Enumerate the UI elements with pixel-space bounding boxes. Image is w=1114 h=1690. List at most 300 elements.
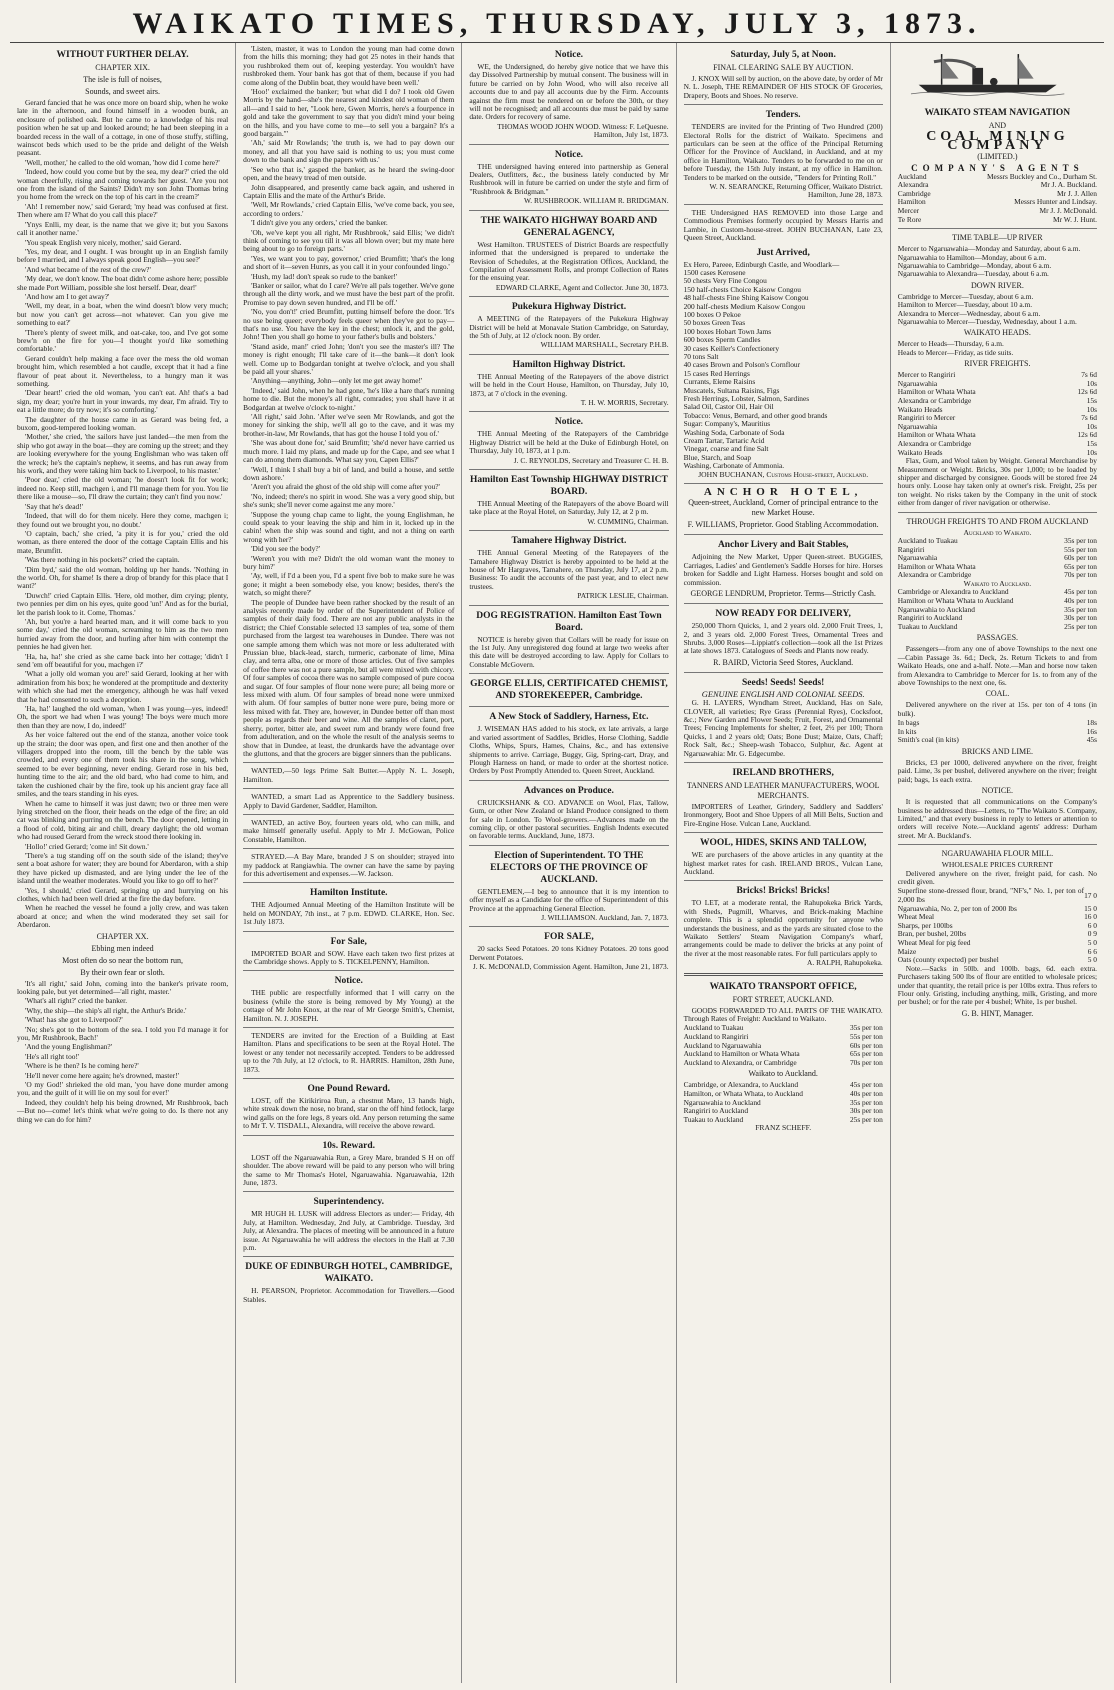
notice-heading: NOTICE.	[981, 786, 1014, 796]
through-rate-value: 60s per ton	[1064, 553, 1097, 563]
auction-title: FINAL CLEARING SALE BY AUCTION.	[713, 63, 854, 72]
notice-signature: WILLIAM MARSHALL, Secretary P.H.B.	[540, 340, 669, 350]
notice-signature: J. WILLIAMSON. Auckland, Jan. 7, 1873.	[541, 912, 669, 922]
river-freight-label: Waikato Heads	[897, 447, 943, 457]
livery-heading: Anchor Livery and Bait Stables,	[717, 540, 849, 551]
river-freight-value: 12s 6d	[1077, 430, 1097, 440]
divider	[684, 672, 883, 673]
bricks-sig: A. RALPH, Rahupokeka.	[807, 958, 883, 968]
ad-text: WANTED,—50 legs Prime Salt Butter.—Apply N. L. Joseph, Hamilton.	[243, 766, 455, 784]
story-paragraph: 'Hollo!' cried Gerard; 'come in! Sit down.'	[25, 841, 149, 851]
transport-rate-value: 25s per ton	[849, 1114, 883, 1124]
story-paragraph: When he came to himself it was just dawn; two or three men were lying stretched on the floor, their heads on the edge of the fire; an old cat was blinking and purring on the bench. The door opened, letting in a flood of cold, biting air and chill, dreary daylight; the old woman who had roused Gerard from the wreck stood there looking in.	[17, 798, 229, 842]
timetable-item: Mercer to Ngaruawahia—Monday and Saturday, about 6 a.m.	[897, 244, 1081, 254]
transport-rate-label: Hamilton, or Whata Whata, to Auckland	[683, 1089, 803, 1099]
arrived-item: Washing, Carbonate of Ammonia.	[683, 461, 785, 471]
story-paragraph: 'Was there nothing in his pockets?' cried the captain.	[25, 555, 180, 565]
arrived-item: Washing Soda, Carbonate of Soda	[683, 427, 785, 437]
ad-text: STRAYED.—A Bay Mare, branded J S on shoulder; strayed into my paddock at Rangiawhia. The owner can have the same by paying for this advertisement and expenses.—W. Jackson.	[243, 852, 455, 878]
story-paragraph: 'What a jolly old woman you are!' said Gerard, looking at her with admiration from his box; he wondered at the promptitude and dexterity with which she had met the emergency, although he was half vexed that he had consented to such a deception.	[17, 669, 229, 704]
transport-subheading-2: Waikato to Auckland.	[748, 1069, 818, 1079]
ready-heading: NOW READY FOR DELIVERY,	[715, 609, 851, 620]
transport-rate-value: 60s per ton	[849, 1040, 883, 1050]
notice-heading: DOG REGISTRATION. Hamilton East Town Board.	[476, 610, 662, 633]
notice-heading: THE WAIKATO HIGHWAY BOARD AND GENERAL AGENCY,	[480, 215, 658, 238]
divider	[469, 845, 668, 846]
agent-value: Mr J. J. Allen	[1056, 188, 1097, 198]
divider	[898, 512, 1097, 513]
story-paragraph: 'Indeed, how could you come but by the sea, my dear?' cried the old woman cheerfully, rising and coming towards her guest. 'Are you not one from the island of the Saints? Didn't my son John Thomas bring you home from the wreck on the top of his cart in the cream?'	[17, 167, 229, 202]
notice-signature: W. RUSHBROOK. WILLIAM R. BRIDGMAN.	[524, 196, 669, 206]
anchor-hotel-text: Queen-street, Auckland, Corner of principal entrance to the new Market House.	[688, 498, 879, 518]
divider	[684, 104, 883, 105]
story-paragraph: 'Well, my dear, in a boat, when the wind doesn't blow very much; but now you can't get across—not whatever. Can you give me something to eat?'	[17, 301, 229, 328]
arrived-item: Blue, Starch, and Soap	[683, 452, 752, 462]
story-paragraph: 'I didn't give you any orders,' cried the banker.	[251, 218, 388, 228]
bricks-heading: Bricks! Bricks! Bricks!	[736, 886, 830, 897]
anchor-hotel-sig: F. WILLIAMS, Proprietor. Good Stabling Accommodation.	[687, 520, 879, 530]
transport-rates-table-2	[684, 1081, 883, 1124]
flour-price-value: 0 9	[1087, 929, 1097, 939]
transport-rate-value: 70s per ton	[849, 1057, 883, 1067]
story-paragraph: 'You speak English very nicely, mother,' said Gerard.	[25, 237, 182, 247]
notice-signature: T. H. W. MORRIS, Secretary.	[580, 397, 669, 407]
transport-rate-label: Tuakau to Auckland	[683, 1114, 744, 1124]
story-paragraph: 'No, indeed; there's no spirit in wood. She was a very good ship, but she's sunk; she'll never come against me any more.'	[243, 491, 455, 510]
river-freight-value: 12s 6d	[1077, 387, 1097, 397]
transport-text: GOODS FORWARDED TO ALL PARTS OF THE WAIKATO. Through Rates of Freight: Auckland to Waikato.	[683, 1005, 883, 1024]
ad-text: THE Adjourned Annual Meeting of the Hamilton Institute will be held on MONDAY, 7th inst., at 7 p.m. EDWD. CLARKE, Hon. Sec. 1st July 1873.	[243, 900, 455, 927]
transport-rate-row	[684, 1059, 883, 1068]
divider	[684, 603, 883, 604]
story-paragraph: 'There's plenty of sweet milk, and oat-cake, too, and I've got some brew'n on the fire for you—I thought you'd like something comfortable.'	[17, 327, 229, 354]
divider	[684, 832, 883, 833]
divider	[469, 469, 668, 470]
divider	[469, 673, 668, 674]
notice-signature: J. C. REYNOLDS, Secretary and Treasurer C. H. B.	[513, 455, 669, 465]
through-rate-value: 30s per ton	[1064, 613, 1097, 623]
story-paragraph: 'Yes, I should,' cried Gerard, springing up and hurrying on his clothes, which had been well dried at the fire the day before.	[17, 885, 229, 903]
ready-text: 250,000 Thorn Quicks, 1, and 2 years old. 2,000 Fruit Trees, 1, 2, and 3 years old. 2,000 Forest Trees, Ornamental Trees and Shrubs. 3,000 Roses—Lippiatt's collection—took all the 1st Prizes at late shows 1873. Catalogues of Seeds and Plants now ready.	[683, 621, 883, 656]
buchanan-signature: JOHN BUCHANAN, Customs House-street, Auckland.	[698, 469, 869, 479]
story-paragraph: 'O captain, bach,' she cried, 'a pity it is for you,' cried the old woman, as there entered the door of the cottage Captain Ellis and his mate, Brumfitt.	[17, 528, 229, 555]
ireland-heading: IRELAND BROTHERS,	[732, 767, 834, 778]
through-rate-label: Tuakau to Auckland	[897, 621, 958, 631]
flour-price-value: 5 0	[1087, 938, 1097, 948]
seeds-subheading: GENUINE ENGLISH AND COLONIAL SEEDS.	[701, 689, 865, 699]
river-freight-value: 10s	[1086, 421, 1097, 431]
coal-prices-table	[898, 719, 1097, 745]
wool-text: WE are purchasers of the above articles in any quantity at the highest market rates for cash. IRELAND BROS., Vulcan Lane, Auckland.	[683, 850, 883, 876]
transport-subheading: FORT STREET, AUCKLAND.	[732, 994, 834, 1004]
divider	[684, 880, 883, 881]
divider	[243, 931, 454, 932]
chapter-heading: CHAPTER XIX.	[95, 63, 150, 72]
river-freight-value: 10s	[1086, 404, 1097, 414]
story-paragraph: 'Yes, we want you to pay, governor,' cried Brumfitt; 'that's the long and short of it—seven Hunrs, as you call it in your confounded lingo.'	[243, 253, 455, 272]
ready-sig: R. BAIRD, Victoria Seed Stores, Auckland.	[713, 657, 854, 667]
tenders-heading: Tenders.	[765, 110, 801, 121]
steamship-illustration	[898, 51, 1077, 97]
story-paragraph: 'And how am I to get away?'	[25, 291, 110, 301]
through-rate-label: Hamilton or Whata Whata	[897, 561, 976, 571]
agent-label: Cambridge	[897, 188, 931, 198]
verse-line: Most often do so near the bottom run,	[62, 955, 184, 965]
coal-price-value: 16s	[1086, 726, 1097, 736]
notice-text: THE Annual Meeting of the Ratepayers of the above Board will take place at the Royal Hotel, on Saturday, July 12, at 2 p m.	[469, 499, 669, 517]
through-rate-row	[898, 623, 1097, 632]
ad-heading: One Pound Reward.	[307, 1084, 391, 1095]
story-paragraph: 'Well, I think I shall buy a bit of land, and build a house, and settle down ashore.'	[243, 464, 455, 482]
flour-mill-heading: NGARUAWAHIA FLOUR MILL.	[941, 849, 1054, 859]
flour-price-value: 15 0	[1084, 903, 1097, 913]
river-freight-value: 7s 6d	[1081, 413, 1097, 423]
story-paragraph: As her voice faltered out the end of the stanza, another voice took up the strain; the door was open, and first one and then another of the villagers dropped into the room, till the bench by the table was crowded, and every one of them took his share in the song, which seemed to be ever beginning, never ending. Gerard rose in his bed, hunting time to the air; and the old bard, who had come to him, and taken the cushioned chair by the fire, took up his ancient gray face all smiles, and the tears standing in his eyes.	[17, 730, 229, 799]
through-subheading-2: Waikato to Auckland.	[963, 579, 1032, 588]
through-rate-label: Auckland to Tuakau	[897, 536, 958, 546]
story-paragraph: 'Poor dear,' cried the old woman; 'he doesn't look fit for work; indeed no. Keep still, machgen i, and I'll manage them for you. You lie there like a mouse—so, I'll draw the curtain; they can't find you now.'	[17, 475, 229, 502]
transport-rate-label: Auckland to Hamilton or Whata Whata	[683, 1049, 800, 1059]
through-rate-value: 35s per ton	[1064, 604, 1097, 614]
flour-price-label: Bran, per bushel, 20lbs	[897, 929, 967, 939]
story-paragraph: 'Hush, my lad! don't speak so rude to the banker!'	[251, 271, 398, 281]
story-paragraph: Gerard fancied that he was once more on board ship, when he woke late in the afternoon, and found himself in a wooden bunk, an enclosure of polished oak. But he came to a knowledge of his real position when he sat up and looked around; he had been sleeping in a boarded recess in the wall of a cottage, in one of those stuffy, stifling, wainscot beds which used to be the pride and delight of the Welsh peasant.	[17, 98, 229, 158]
column-4-commercial	[677, 43, 891, 1683]
through-rate-label: Cambridge or Alexandra to Auckland	[897, 587, 1009, 597]
notice-text: THE Annual Meeting of the Ratepayers of the above district will be held in the Court House, Hamilton, on Thursday, July 10, 1873, at 7 o'clock in the evening.	[469, 371, 669, 398]
river-freight-label: Alexandra or Cambridge	[897, 396, 972, 406]
divider	[243, 1027, 454, 1028]
timetable-list	[898, 245, 1097, 279]
arrived-item: Vinegar, coarse and fine Salt	[683, 444, 769, 454]
story-paragraph: 'Indeed, that will do for them nicely. Here they come, machgen i; they found out we brought you, no doubt.'	[17, 511, 229, 529]
arrived-item: 1500 cases Kerosene	[683, 267, 746, 277]
transport-rate-label: Auckland to Ngaruawahia	[683, 1040, 762, 1050]
coal-price-row	[898, 719, 1097, 728]
notice-heading: GEORGE ELLIS, CERTIFICATED CHEMIST, AND STOREKEEPER, Cambridge.	[470, 679, 668, 702]
ad-heading: For Sale,	[330, 936, 367, 947]
story-paragraph: 'Ah! I remember now,' said Gerard; 'my head was confused at first. Then where am I? What do you call this place?'	[17, 201, 229, 220]
transport-rate-value: 45s per ton	[849, 1080, 883, 1090]
story-paragraph: The people of Dundee have been rather shocked by the result of an analysis recently made by order of the Superintendent of Police of samples of their daily food. There are not any public analysts in the district; the Chief Constable selected 13 samples of tea, some of them purchased from the largest tea warehouses in Dundee. There was not one sample among them which was not more or less adulterated with Prussian blue, black-lead, starch, turmeric, carbonate of lime, Mina clay, and terra alba, one or more of those articles. Out of five samples of coffee there was not a pure sample, but all were mixed with chicory. Of four samples of cocoa there was no sample composed of pure cocoa and sugar. Of four samples of flour none were pure; all being more or less mixed with alum. Of four samples of bread none were unmixed with alum. Of four samples of butter none were pure, being more or less mixed with fat. They are, however, in Dundee better off than most people as regards their beer and wine. All the samples of claret, port, sherry, porter, bitter ale, and sweet rum and brandy were found free from adulteration, and on the whole the result of the analysis seems to show that in Dundee, at least, the drunkards have the advantage over the gluttons, and that the grocers are bigger sinners than the publicans.	[243, 597, 455, 758]
story-paragraph: 'Indeed,' said John, when he had gone, 'he's like a hare that's running home to die. But the money's all right, comrades; you shall have it at Bodgardan at twelve o'clock to-night.'	[243, 385, 455, 412]
transport-rates-table	[684, 1024, 883, 1067]
notice-text: THE Annual Meeting of the Ratepayers of the Cambridge Highway District will be held at the Duke of Edinburgh Hotel, on Thursday, July 10, 1873, at 1 p.m.	[469, 429, 669, 456]
passages-text: Passengers—from any one of above Townships to the next one—Cabin Passage 3s. 6d.; Deck, 2s. Return Tickets to and from Waikato Heads, one and a-half. Note.—Man and horse now taken from Alexandra to Cambridge to Mercer for 1s. to from any of the above Townships to the next one, 6s.	[897, 644, 1097, 687]
story-paragraph: When he reached the vessel he found a jolly crew, and was taken aboard at once; and when the wind moderated they set sail for Aberdaron.	[17, 903, 229, 930]
divider	[243, 848, 454, 849]
through-heading: THROUGH FREIGHTS TO AND FROM AUCKLAND	[906, 516, 1089, 526]
story-paragraph: 'It's all right,' said John, coming into the banker's private room, looking pale, but yet determined—'all right, master.'	[17, 978, 229, 996]
notice-heading: Pukekura Highway District.	[511, 302, 627, 313]
agent-value: Mr J. A. Buckland.	[1040, 180, 1097, 190]
down-river-list	[898, 293, 1097, 327]
through-rate-label: Rangiriri to Auckland	[897, 613, 963, 623]
transport-rate-label: Ngaruawahia to Auckland	[683, 1097, 761, 1107]
transport-rate-label: Auckland to Tuakau	[683, 1023, 744, 1033]
through-rate-value: 70s per ton	[1064, 570, 1097, 580]
notice-text: WE, the Undersigned, do hereby give notice that we have this day Dissolved Partnership by mutual consent. The business will in future be carried on by John Wood, who will also receive all accounts due to and pay all accounts due by the Firm. Accounts against the firm must be rendered on or before the 30th, or they will not be recognised; and all accounts due must be paid by same date. Orders for recovery of same.	[469, 62, 669, 122]
masthead: WAIKATO TIMES, THURSDAY, JULY 3, 1873.	[10, 6, 1104, 43]
flour-price-row	[898, 939, 1097, 948]
river-freight-label: Hamilton or Whata Whata	[897, 387, 976, 397]
divider	[684, 973, 883, 976]
story-paragraph: 'O my God!' shrieked the old man, 'you have done murder among you, and the guilt of it will lie on my soul for ever!'	[17, 1080, 229, 1098]
divider	[469, 926, 668, 927]
arrived-item: 30 cases Keiller's Confectionery	[683, 343, 780, 353]
coal-price-label: In bags	[897, 718, 920, 728]
story-paragraph: 'Duwch!' cried Captain Ellis. 'Here, old mother, dim crying; plenty, two pennies per dim on his eyes, quite good 'un!' And as for the burial, let the parish look to it. Come, Thomas.'	[17, 590, 229, 617]
tenders-text: TENDERS are invited for the Printing of Two Hundred (200) Electoral Rolls for the district of Waikato. Specimens and particulars can be seen at the office of the Principal Returning Officer for the Province of Auckland, in Auckland, and at my office in Hamilton, Waikato. Tenders to be forwarded to me on or before Tuesday, the 15th July instant, at my office in Hamilton. Tenders to be marked on the outside, "Tenders for Printing Roll."	[683, 122, 883, 182]
agent-label: Alexandra	[897, 180, 929, 190]
arrived-item: Tobacco: Venus, Bernard, and other good brands	[683, 410, 828, 420]
divider	[684, 534, 883, 535]
flour-price-row	[898, 887, 1097, 904]
verse-line: Sounds, and sweet airs.	[85, 87, 161, 96]
divider	[684, 483, 883, 484]
transport-rate-value: 30s per ton	[849, 1106, 883, 1116]
through-rates-table-2	[898, 588, 1097, 631]
notice-heading: Advances on Produce.	[524, 785, 614, 796]
through-rate-label: Rangiriri	[897, 544, 925, 554]
anchor-hotel-heading: ANCHOR HOTEL,	[703, 486, 863, 499]
story-paragraph: 'Ah,' said Mr Rowlands; 'the truth is, we had to pay down our money, and all that you have said is nothing to us; you must come down to the bank and sign the papers with us.'	[243, 138, 455, 165]
column-2-story-and-ads	[236, 43, 462, 1683]
ad-heading: 10s. Reward.	[322, 1140, 376, 1151]
heads-item: Heads to Mercer—Friday, as tide suits.	[897, 347, 1014, 357]
through-rate-value: 55s per ton	[1064, 544, 1097, 554]
notice-heading: Tamahere Highway District.	[511, 536, 627, 547]
transport-rate-label: Auckland to Alexandra, or Cambridge	[683, 1057, 797, 1067]
flour-price-label: Wheat Meal	[897, 912, 935, 922]
arrived-item: Muscatels, Sultana Raisins, Figs	[683, 385, 780, 395]
auction-date: Saturday, July 5, at Noon.	[730, 50, 836, 60]
story-paragraph: 'Oh, we've kept you all right, Mr Rushbrook,' said Ellis; 'we didn't think of coming to see you till it was all blown over; but my mate here being about to go to foreign parts.'	[243, 227, 455, 254]
bricks-text: TO LET, at a moderate rental, the Rahupokeka Brick Yards, with Sheds, Pugmill, Wharves, and Brick-making Machine complete. This is a splendid opportunity for anyone who understands the business, and as the yards are situated close to the Waikato Settlers' Steam Navigation Company's wharf, arrangements could be made to deliver the bricks at any point of the river at the most reasonable rates. For full particulars apply to	[683, 898, 883, 958]
divider	[469, 210, 668, 211]
arrived-item: Salad Oil, Castor Oil, Hair Oil	[683, 402, 774, 412]
story-paragraph: 'Ha, ha, ha!' she cried as she came back into her cottage; 'didn't I send 'em off beautiful for you, machgen i?'	[17, 651, 229, 669]
flour-price-value: 6 6	[1087, 946, 1097, 956]
story-paragraph: 'Dim byd,' said the old woman, holding up her hands. 'Nothing in the world. Oh, for shame! Is there a drop of brandy for this place that I want?'	[17, 564, 229, 591]
arrived-item: Sugar: Company's, Mauritius	[683, 419, 771, 429]
tenders-signature: W. N. SEARANCKE, Returning Officer, Waikato District. Hamilton, June 28, 1873.	[709, 182, 883, 200]
ad-heading: DUKE OF EDINBURGH HOTEL, CAMBRIDGE, WAIKATO.	[245, 1262, 453, 1285]
flour-mill-sig: G. B. HINT, Manager.	[961, 1008, 1034, 1018]
notice-signature: EDWARD CLARKE, Agent and Collector. June 30, 1873.	[495, 282, 669, 292]
arrived-item: Cream Tartar, Tartaric Acid	[683, 436, 765, 446]
divider	[469, 411, 668, 412]
arrived-item: 50 chests Very Fine Congou	[683, 276, 767, 286]
story-paragraph: 'Ynys Enlli, my dear, is the name that we give it; but you Saxons call it another name.'	[17, 219, 229, 238]
coal-price-value: 18s	[1086, 718, 1097, 728]
livery-text: Adjoining the New Market, Upper Queen-street. BUGGIES, Carriages, Ladies' and Gentlemen's Saddle Horses for hire. Horses broken for Saddle and Light Harness. Horses bought and sold on commission.	[683, 552, 883, 587]
story-paragraph: 'Banker or sailor, what do I care? We're all pals together. We've gone through all the dirty work, and we must have the best part of the profit. Promise to pay down seven hundred, and I'll be off.'	[243, 280, 455, 307]
waikato-heads-list	[898, 340, 1097, 357]
flour-mill-note: Note.—Sacks in 50lb. and 100lb. bags, 6d. each extra. Purchasers taking 500 lbs of flour are entitled to wholesale prices; under that quantity, the retail price is per 10lbs extra. Thus refers to Flour only. Gristing, including anything, milk, Gristing, and more per bushel; or for the rate per 4 bushel; White, 1s per bushel.	[897, 963, 1097, 1007]
divider	[684, 204, 883, 205]
divider	[898, 844, 1097, 845]
notice-heading: Notice.	[554, 417, 584, 428]
ireland-subheading: TANNERS AND LEATHER MANUFACTURERS, WOOL MERCHANTS.	[686, 780, 880, 800]
timetable-heading: TIME TABLE—UP RIVER	[952, 233, 1043, 243]
river-freight-label: Alexandra or Cambridge	[897, 439, 972, 448]
ad-heading: Superintendency.	[313, 1197, 384, 1208]
transport-heading: WAIKATO TRANSPORT OFFICE,	[709, 981, 857, 992]
divider	[243, 1135, 454, 1136]
flour-price-label: Oats (county expected) per bushel	[897, 955, 999, 965]
divider	[243, 1191, 454, 1192]
divider	[243, 882, 454, 883]
auction-text: J. KNOX Will sell by auction, on the above date, by order of Mr N. L. Joseph, THE REMAINDER OF HIS STOCK OF Groceries, Drapery, Boots and Shoes. No reserve.	[683, 74, 883, 100]
through-rate-value: 35s per ton	[1064, 536, 1097, 546]
story-paragraph: Gerard couldn't help making a face over the mess the old woman brought him, which resembled a hot caudle, except that it had a fine flavour of peat about it. Nevertheless, to a hungry man it was something.	[17, 353, 229, 388]
flour-price-label: Ngaruawahia, No. 2, per ton of 2000 lbs	[897, 903, 1017, 913]
transport-rate-value: 65s per ton	[849, 1049, 883, 1059]
story-paragraph: Indeed, they couldn't help his being drowned, Mr Rushbrook, bach—But no—come! let's think what we're going to do. Is there not any thing we can do for him?	[17, 1097, 229, 1124]
notice-heading: FOR SALE,	[544, 932, 594, 943]
notice-heading: A New Stock of Saddlery, Harness, Etc.	[489, 712, 649, 723]
down-river-item: Cambridge to Mercer—Tuesday, about 6 a.m.	[897, 291, 1034, 301]
agent-value: Mr W. J. Hunt.	[1053, 214, 1097, 224]
notice-heading: Hamilton East Township HIGHWAY DISTRICT BOARD.	[470, 475, 668, 497]
story-paragraph: 'All right,' said John. 'After we've seen Mr Rowlands, and got the money for sinking the ship, we'll all go to the cave, and it was my brother-in-law, Mr Rowlands, that has got the house I told you of.'	[243, 412, 455, 438]
arrived-item: Currants, Eleme Raisins	[683, 377, 756, 387]
divider	[469, 780, 668, 781]
notice-text: J. WISEMAN HAS added to his stock, ex late arrivals, a large and varied assortment of Saddles, Bridles, Horse Clothing, Saddle Cloths, Whips, Spurs, Hames, Chains, &c., and has extensive shipments to arrive. Carriage, Buggy, Gig, Spring-cart, Dray, and Plough Harness on hand, or made to order at the shortest notice. Orders by Post Promptly Attended to. Queen Street, Auckland.	[469, 724, 669, 776]
story-paragraph: 'And what became of the rest of the crew?'	[25, 264, 151, 274]
divider	[469, 530, 668, 531]
coal-price-label: In kits	[897, 726, 917, 736]
arrived-item: Fresh Herrings, Lobster, Salmon, Sardines	[683, 394, 810, 403]
agent-label: Te Rore	[897, 214, 922, 224]
river-freight-label: Ngaruawahia	[897, 378, 938, 388]
divider	[243, 762, 454, 763]
arrived-goods-list	[684, 261, 883, 471]
ad-text: H. PEARSON, Proprietor. Accommodation for Travellers.—Good Stables.	[243, 1286, 455, 1304]
notice-heading: Hamilton Highway District.	[512, 359, 626, 370]
arrived-item: 200 half-chests Medium Kaisow Congou	[683, 301, 806, 311]
verse-line: The isle is full of noises,	[83, 75, 162, 84]
public-notices	[469, 49, 668, 972]
story-paragraph: 'Ah, but you're a hard hearted man, and it will come back to you some day,' cried the old woman, screaming to him as the two men hurried away from the door, and hurling after him with contempt the pennies he had given her.	[17, 616, 229, 652]
notice-text: 20 sacks Seed Potatoes. 20 tons Kidney Potatoes. 20 tons good Derwent Potatoes.	[469, 944, 669, 962]
notice-text: A MEETING of the Ratepayers of the Pukekura Highway District will be held at Monavale Station Cambridge, on Saturday, the 5th of July, at 12 o'clock noon. By order.	[469, 314, 669, 340]
story-paragraph: 'What's all right?' cried the banker.	[25, 996, 128, 1006]
timetable-item: Ngaruawahia to Cambridge—Monday, about 6 a.m.	[897, 261, 1052, 270]
story-paragraph: 'Aren't you afraid the ghost of the old ship will come after you?'	[251, 482, 440, 492]
limited-label: (LIMITED.)	[977, 152, 1018, 162]
ad-text: WANTED, a smart Lad as Apprentice to the Saddlery business. Apply to David Gardener, Saddler, Hamilton.	[243, 792, 455, 810]
divider	[243, 814, 454, 815]
agents-heading: COMPANY'S AGENTS	[911, 163, 1084, 174]
notice-heading: Election of Superintendent. TO THE ELECTORS OF THE PROVINCE OF AUCKLAND.	[490, 850, 648, 885]
story-paragraph: 'Weren't you with me? Didn't the old woman want the money to bury him?'	[243, 553, 455, 571]
flour-price-value: 17 0	[1084, 890, 1097, 900]
story-paragraph: 'Well, Mr Rowlands,' cried Captain Ellis, 'we've come back, you see, according to orders.'	[243, 200, 455, 218]
river-freight-value: 15s	[1086, 439, 1097, 448]
river-freight-value: 10s	[1086, 378, 1097, 388]
river-freight-value: 15s	[1086, 396, 1097, 406]
through-rate-value: 25s per ton	[1064, 621, 1097, 631]
story-continuation	[243, 45, 454, 758]
agents-table	[898, 173, 1097, 225]
divider	[469, 354, 668, 355]
story-paragraph: 'She was about done for,' said Brumfitt; 'she'd never have carried us much more. I laid my plans, and made up for the Cape, and see what I can do among them diamonds. What say you, Capen Ellis?'	[243, 438, 455, 465]
story-paragraph: 'He's all right too!'	[25, 1051, 80, 1061]
just-arrived-heading: Just Arrived,	[756, 247, 810, 258]
story-paragraph: 'Where is he then? Is he coming here?'	[25, 1061, 139, 1071]
story-paragraphs-2	[17, 980, 228, 1125]
flour-prices-table	[898, 887, 1097, 964]
seeds-heading: Seeds! Seeds! Seeds!	[742, 677, 825, 688]
flour-price-value: 16 0	[1084, 912, 1097, 922]
story-paragraph: 'There's a tug standing off on the south side of the island; they've sent a boat ashore for water; they are bound for Aberdaron, with a ship they have picked up dismasted, and are lying under the lee of the island until the weather moderates. Would you like to go off to her?'	[17, 850, 229, 886]
arrived-item: 15 cases Red Herrings	[683, 368, 750, 378]
ad-text: IMPORTED BOAR and SOW. Have each taken two first prizes at the Cambridge shows. Apply to S. TICKELPENNY, Hamilton.	[243, 948, 455, 966]
flour-price-value: 6 0	[1087, 920, 1097, 930]
coal-mining-heading: COAL MINING COMPANY	[926, 129, 1069, 153]
ad-text: TENDERS are invited for the Erection of a Building at East Hamilton. Plans and specifications to be seen at the Royal Hotel. The lowest or any tender not necessarily accepted. Tenders to be addressed up to the 7th July, at 12 o'clock, to R. HARRIS. Hamilton, 28th June, 1873.	[243, 1031, 455, 1074]
divider	[243, 788, 454, 789]
timetable-item: Ngaruawahia to Hamilton—Monday, about 6 a.m.	[897, 252, 1047, 262]
freights-heading: RIVER FREIGHTS.	[964, 359, 1031, 369]
livery-sig: GEORGE LENDRUM, Proprietor. Terms—Strictly Cash.	[690, 589, 876, 599]
ad-text: THE public are respectfully informed that I will carry on the business (while the store is being removed by My Young) at the cottage of Mr John Knox, at the rear of Mr George Smith's, Chemist, Hamilton. N. J. JOSEPH.	[243, 988, 455, 1023]
story-paragraph: 'Listen, master, it was to London the young man had come down from the hills this morning; they had got 25 notes in their hands that you rushbroked them out of, keeping yesterday. You wouldn't have rushbroked them. Your bank has got that of them, because if you had come along of the Dublin boat, they would have been well.'	[243, 44, 455, 87]
agent-value: Messrs Buckley and Co., Durham St.	[986, 171, 1097, 181]
story-paragraph: 'Did you see the body?'	[251, 544, 320, 554]
verse-line: By their own fear or sloth.	[80, 967, 165, 977]
arrived-item: 48 half-chests Fine Shing Kaisow Congou	[683, 293, 809, 303]
ad-heading: Notice.	[334, 976, 363, 987]
river-freight-label: Ngaruawahia	[897, 421, 938, 431]
story-paragraph: 'My dear, we don't know. The boat didn't come ashore here; possible she made Port William, possible she lost herself. Dear, dear!'	[17, 274, 229, 292]
through-rate-label: Ngaruawahia	[897, 553, 938, 563]
story-paragraph: 'Anything—anything, John—only let me get away home!'	[251, 376, 423, 386]
river-freight-label: Waikato Heads	[897, 404, 943, 414]
column-5-steam-navigation	[891, 43, 1104, 1683]
agent-label: Auckland	[897, 171, 927, 181]
divider	[469, 605, 668, 606]
timetable-item: Ngaruawahia to Alexandra—Tuesday, about 6 a.m.	[897, 269, 1049, 279]
flour-price-label: Sharps, per 100lbs	[897, 920, 953, 930]
transport-rate-value: 55s per ton	[849, 1032, 883, 1042]
arrived-item: 100 boxes Hobart Town Jams	[683, 326, 772, 336]
verse-line: Ebbing men indeed	[91, 943, 154, 953]
story-paragraph: 'Dear heart!' cried the old woman, 'you can't eat. Ah! that's a bad sign, my dear; you're hurt in your inwards, my dear, I'm afraid. Try to eat a little more; do try now; it's so comforting.'	[17, 388, 229, 415]
divider	[898, 228, 1097, 229]
through-rate-label: Alexandra or Cambridge	[897, 570, 972, 580]
down-river-heading: DOWN RIVER.	[970, 280, 1024, 290]
coal-text: Delivered anywhere on the river at 15s. per ton of 4 tons (in bulk).	[897, 700, 1097, 718]
transport-sig: FRANZ SCHEFF.	[755, 1123, 812, 1133]
notice-text: West Hamilton. TRUSTEES of District Boards are respectfully informed that the undersigned is prepared to undertake the Revision of Schedules, at the Registration Offices, Auckland, the Compilation of Assessment Rolls, and prompt Collection of Rates for the ensuing year.	[469, 239, 669, 283]
divider	[684, 762, 883, 763]
story-paragraph: 'Mother,' she cried, 'the sailors have just landed—the men from the ship who got away in the boat—they are coming up the street; and they are looking everywhere for the young Englishman who was taken off the wreck; he's the captain's nephew, it seems, and has run away from his work, and they were taking him back to Liverpool, to his master.'	[17, 432, 229, 476]
notice-text: It is requested that all communications on the Company's business be addressed thus—Letters, to "The Waikato S. Company, Limited," and that every business in reply to letters or attention to orders will receive Note.—Auckland agents' address: Durham street. Mr A. Buckland's.	[897, 797, 1097, 840]
divider	[243, 1078, 454, 1079]
notice-text: CRUICKSHANK & CO. ADVANCE on Wool, Flax, Tallow, Gum, or other New Zealand or Island Produce consigned to them for sale in London. To Wool-growers.—Advances made on the coming clip, or other pastoral securities. English Indents executed on favorable terms. Auckland, June, 1873.	[469, 797, 669, 841]
flour-mill-subheading: WHOLESALE PRICES CURRENT	[941, 860, 1054, 870]
story-paragraph: 'What! has she got to Liverpool?'	[25, 1015, 123, 1025]
coal-heading: COAL.	[985, 689, 1010, 699]
notice-heading: Notice.	[554, 50, 584, 60]
notice-text: THE Annual General Meeting of the Ratepayers of the Tamahere Highway District is hereby appointed to be held at the house of Mr Hargraves, Tamahere, on Thursday, July 17, at 2 p.m. Business: To audit the accounts of the past year, and to elect new trustees.	[469, 548, 669, 591]
company-and: AND	[988, 121, 1007, 131]
through-rate-value: 40s per ton	[1064, 596, 1097, 605]
transport-rate-label: Rangiriri to Auckland	[683, 1106, 749, 1116]
